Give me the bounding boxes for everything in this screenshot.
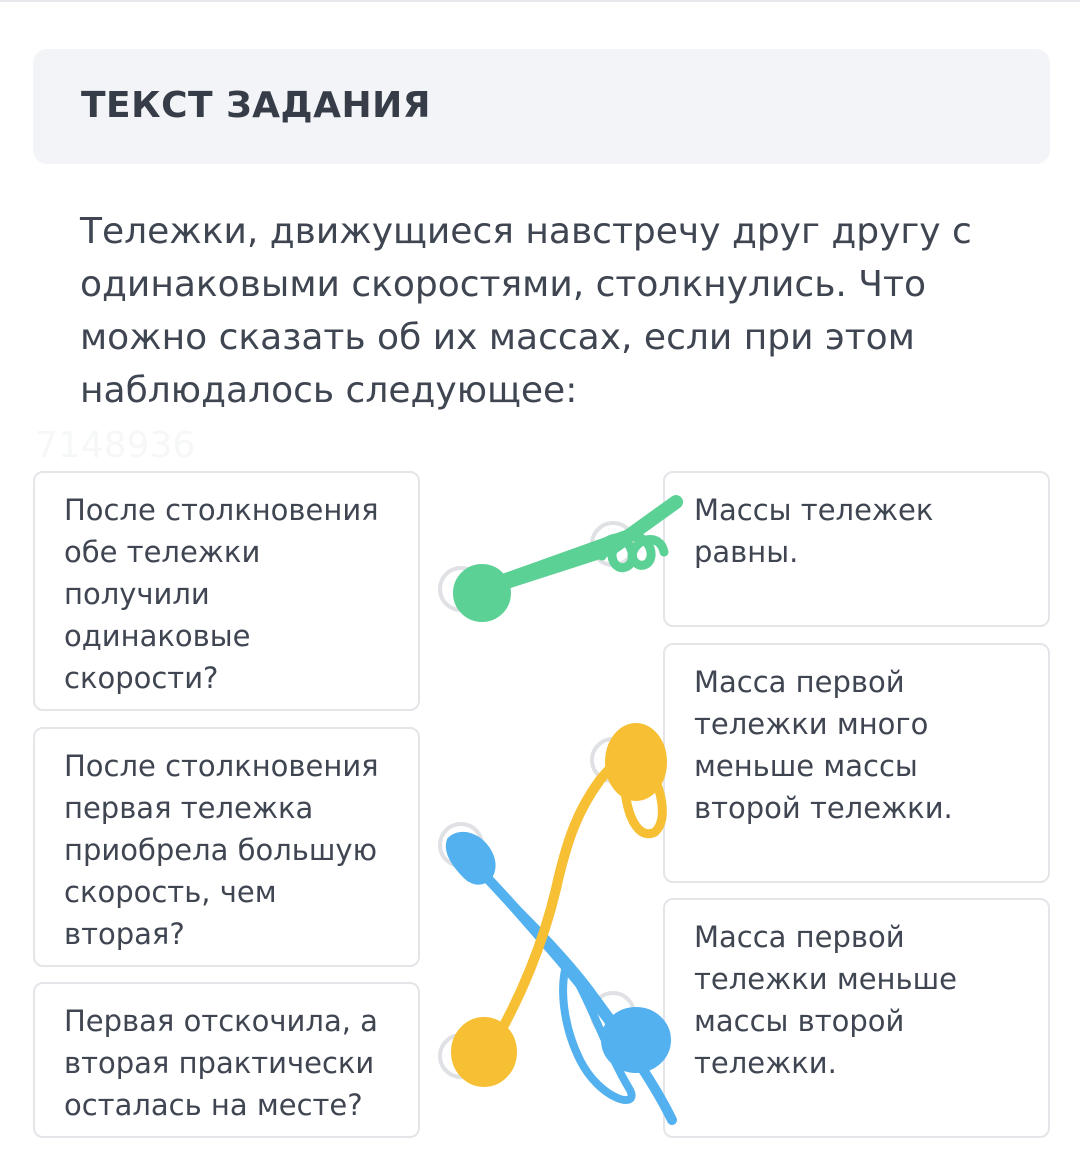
blue-scribble: [449, 835, 672, 1120]
green-line: [488, 502, 676, 588]
left-connector-3[interactable]: [438, 1033, 484, 1079]
right-item-1[interactable]: [663, 471, 1050, 627]
right-connector-3[interactable]: [590, 991, 636, 1037]
left-item-2[interactable]: [33, 727, 420, 967]
left-connector-2[interactable]: [438, 822, 484, 868]
right-item-3-label: Масса первой тележки меньше массы второй тележки.: [694, 920, 957, 1080]
left-item-1-label: После столкновения обе тележки получили одинаковые скорости?: [64, 493, 379, 695]
top-divider: [0, 0, 1080, 2]
blue-line: [462, 852, 672, 1120]
task-id-watermark: 7148936: [35, 425, 196, 466]
right-item-2[interactable]: [663, 643, 1050, 883]
left-item-3-label: Первая отскочила, а вторая практически осталась на месте?: [64, 1004, 378, 1122]
right-item-3[interactable]: [663, 898, 1050, 1138]
left-item-1[interactable]: [33, 471, 420, 711]
left-item-3[interactable]: [33, 982, 420, 1138]
yellow-loop-bottom: [625, 770, 662, 834]
question-text: Тележки, движущиеся навстречу друг другу с одинаковыми скоростями, столкнулись. Что можно сказать об их массах, если при этом наблюдалось следующее:: [80, 211, 972, 411]
right-connector-1[interactable]: [590, 521, 636, 567]
task-header-title: ТЕКСТ ЗАДАНИЯ: [81, 85, 431, 126]
green-scribble: [456, 502, 676, 619]
task-header: [33, 49, 1050, 164]
right-item-2-label: Масса первой тележки много меньше массы второй тележки.: [694, 665, 953, 825]
left-item-2-label: После столкновения первая тележка приобрела большую скорость, чем вторая?: [64, 749, 379, 951]
right-item-1-label: Массы тележек равны.: [694, 493, 934, 569]
left-connector-1[interactable]: [438, 566, 484, 612]
right-connector-2[interactable]: [590, 737, 636, 783]
yellow-scribble: [454, 726, 664, 1084]
